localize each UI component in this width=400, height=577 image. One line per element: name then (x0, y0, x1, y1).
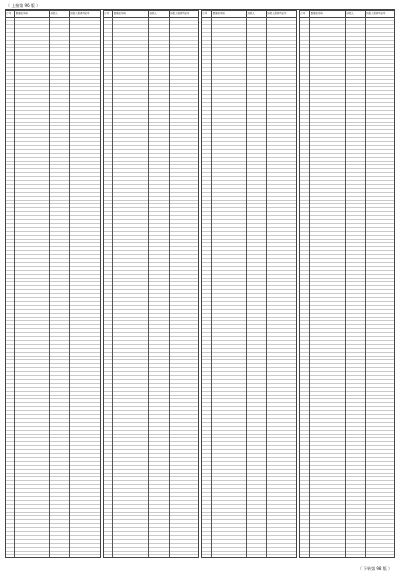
listing-column-2 (103, 10, 199, 558)
header-index: 序号 (6, 11, 15, 17)
listing-column-1 (5, 10, 101, 558)
header-index: 序号 (202, 11, 212, 17)
header-tax-id: 纳税人税务登记号 (267, 12, 287, 15)
header-code: 数据位号码 (310, 11, 346, 17)
column-rules (202, 17, 296, 557)
header-index: 序号 (104, 11, 113, 17)
header-name: 纳税人 (346, 11, 366, 17)
column-rules (300, 17, 394, 557)
column-rules (104, 17, 198, 557)
header-name: 纳税人 (247, 11, 267, 17)
column-header-row (6, 11, 100, 18)
listing-column-4 (299, 10, 395, 558)
listing-columns (5, 10, 395, 558)
header-code: 数据位号码 (113, 11, 149, 17)
header-name: 纳税人 (50, 11, 70, 17)
column-header-row (104, 11, 198, 18)
continued-from-note: （ 上接第 96 版 ） (6, 3, 41, 8)
column-rules (6, 17, 100, 557)
header-name: 纳税人 (149, 11, 170, 17)
header-tax-id: 纳税人税务登记号 (170, 12, 190, 15)
column-header-row (300, 11, 394, 18)
continued-on-note: （ 下转第 98 版 ） (357, 566, 392, 571)
header-tax-id: 纳税人税务登记号 (70, 12, 90, 15)
header-code: 数据位号码 (15, 11, 50, 17)
listing-column-3 (201, 10, 297, 558)
header-tax-id: 纳税人税务登记号 (366, 12, 386, 15)
column-header-row (202, 11, 296, 18)
header-index: 序号 (300, 11, 310, 17)
header-code: 数据位号码 (212, 11, 247, 17)
